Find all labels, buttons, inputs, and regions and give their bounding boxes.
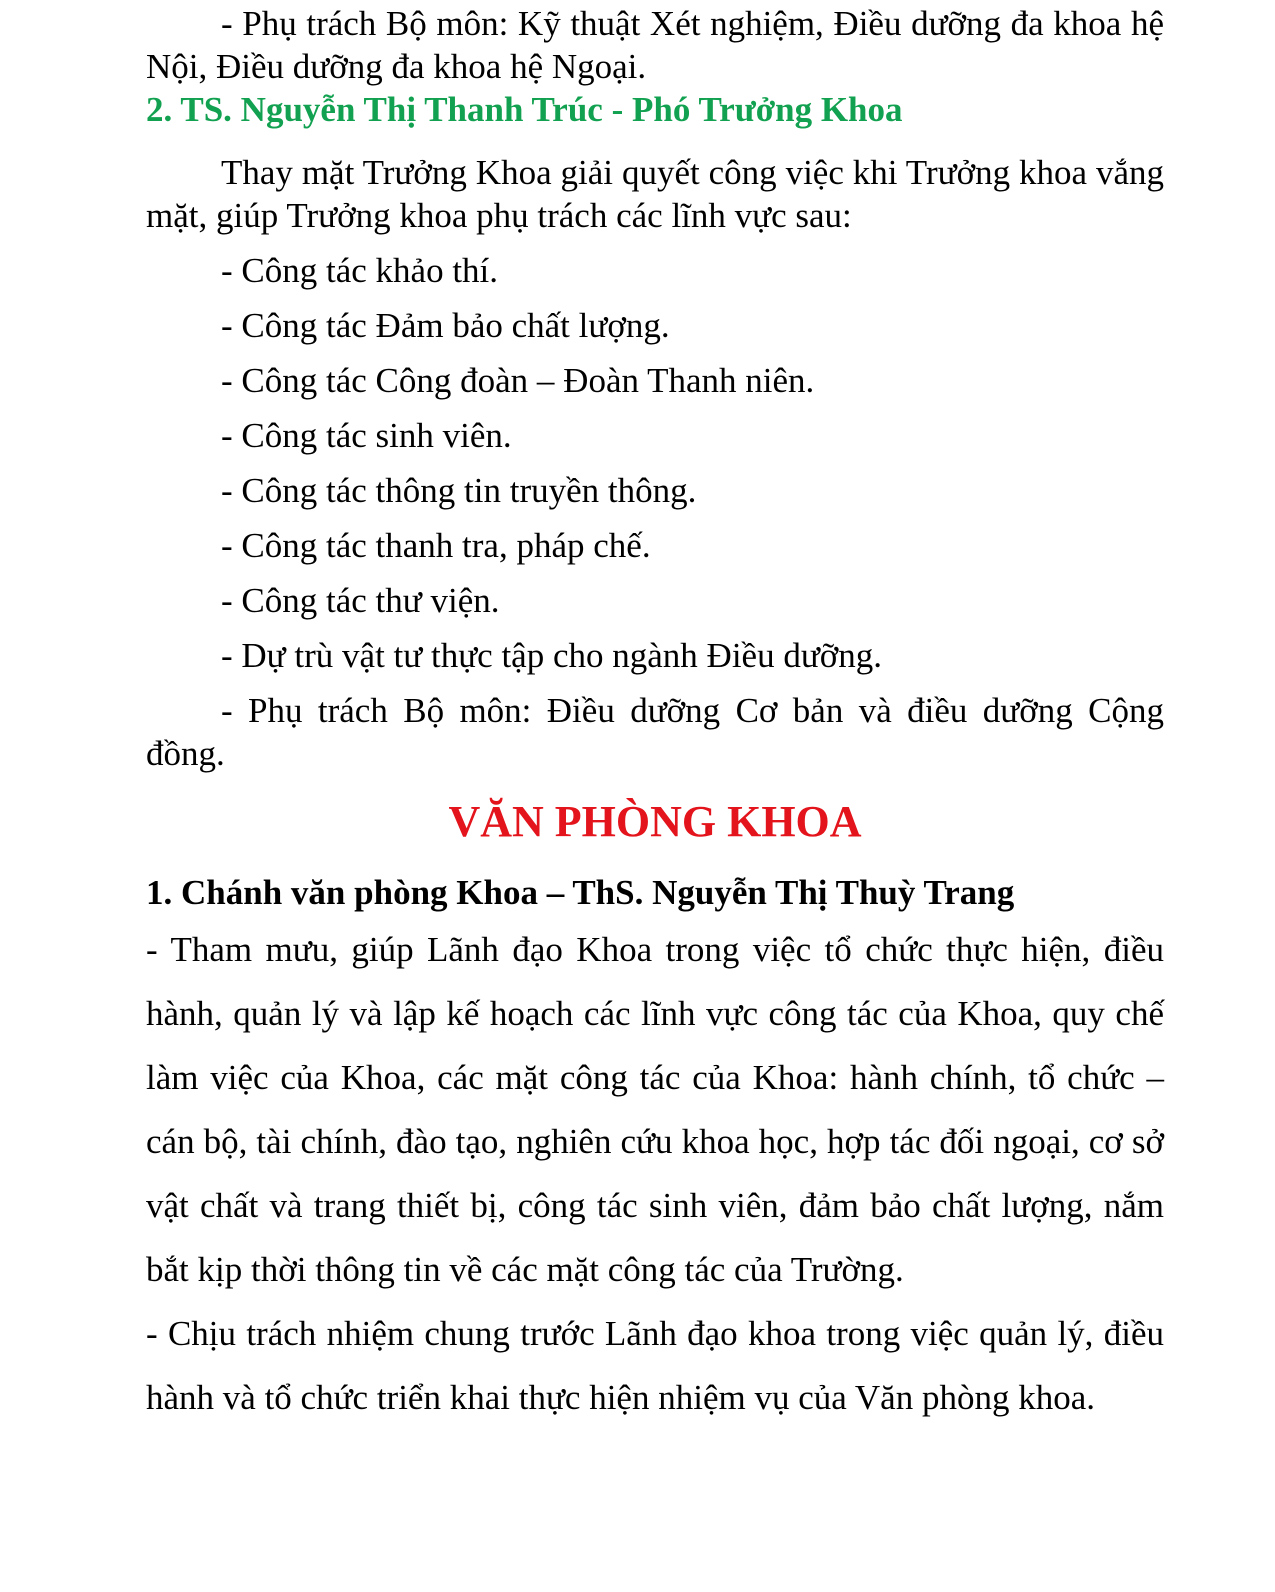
deputy-head-heading: 2. TS. Nguyễn Thị Thanh Trúc - Phó Trưởng Khoa: [146, 90, 903, 129]
responsibility-list: [146, 249, 1164, 677]
document-page: [146, 0, 1164, 1430]
deputy-intro-paragraph: Thay mặt Trưởng Khoa giải quyết công việc khi Trưởng khoa vắng mặt, giúp Trưởng khoa phụ trách các lĩnh vực sau:: [146, 153, 1164, 235]
list-item: - Công tác Đảm bảo chất lượng.: [221, 306, 670, 345]
office-duties-paragraph: - Tham mưu, giúp Lãnh đạo Khoa trong việc tổ chức thực hiện, điều hành, quản lý và lập kế hoạch các lĩnh vực công tác của Khoa, quy chế làm việc của Khoa, các mặt công tác của Khoa: hành chính, tổ chức – cán bộ, tài chính, đào tạo, nghiên cứu khoa học, hợp tác đối ngoại, cơ sở vật chất và trang thiết bị, công tác sinh viên, đảm bảo chất lượng, nắm bắt kịp thời thông tin về các mặt công tác của Trường.: [146, 930, 1164, 1289]
list-item: - Công tác sinh viên.: [221, 416, 512, 455]
list-item: - Công tác thông tin truyền thông.: [221, 471, 697, 510]
list-item: - Công tác thanh tra, pháp chế.: [221, 526, 651, 565]
list-item: - Công tác thư viện.: [221, 581, 500, 620]
continuation-paragraph: - Phụ trách Bộ môn: Kỹ thuật Xét nghiệm, Điều dưỡng đa khoa hệ Nội, Điều dưỡng đa khoa hệ Ngoại.: [146, 4, 1164, 86]
list-item: - Công tác khảo thí.: [221, 251, 499, 290]
office-chief-heading: 1. Chánh văn phòng Khoa – ThS. Nguyễn Thị Thuỳ Trang: [146, 873, 1015, 912]
office-title: VĂN PHÒNG KHOA: [448, 797, 862, 846]
list-item: - Công tác Công đoàn – Đoàn Thanh niên.: [221, 361, 815, 400]
list-item: - Dự trù vật tư thực tập cho ngành Điều dưỡng.: [221, 636, 883, 675]
department-responsibility-paragraph: - Phụ trách Bộ môn: Điều dưỡng Cơ bản và điều dưỡng Cộng đồng.: [146, 691, 1164, 773]
office-responsibility-paragraph: - Chịu trách nhiệm chung trước Lãnh đạo khoa trong việc quản lý, điều hành và tổ chức triển khai thực hiện nhiệm vụ của Văn phòng khoa.: [146, 1314, 1164, 1417]
